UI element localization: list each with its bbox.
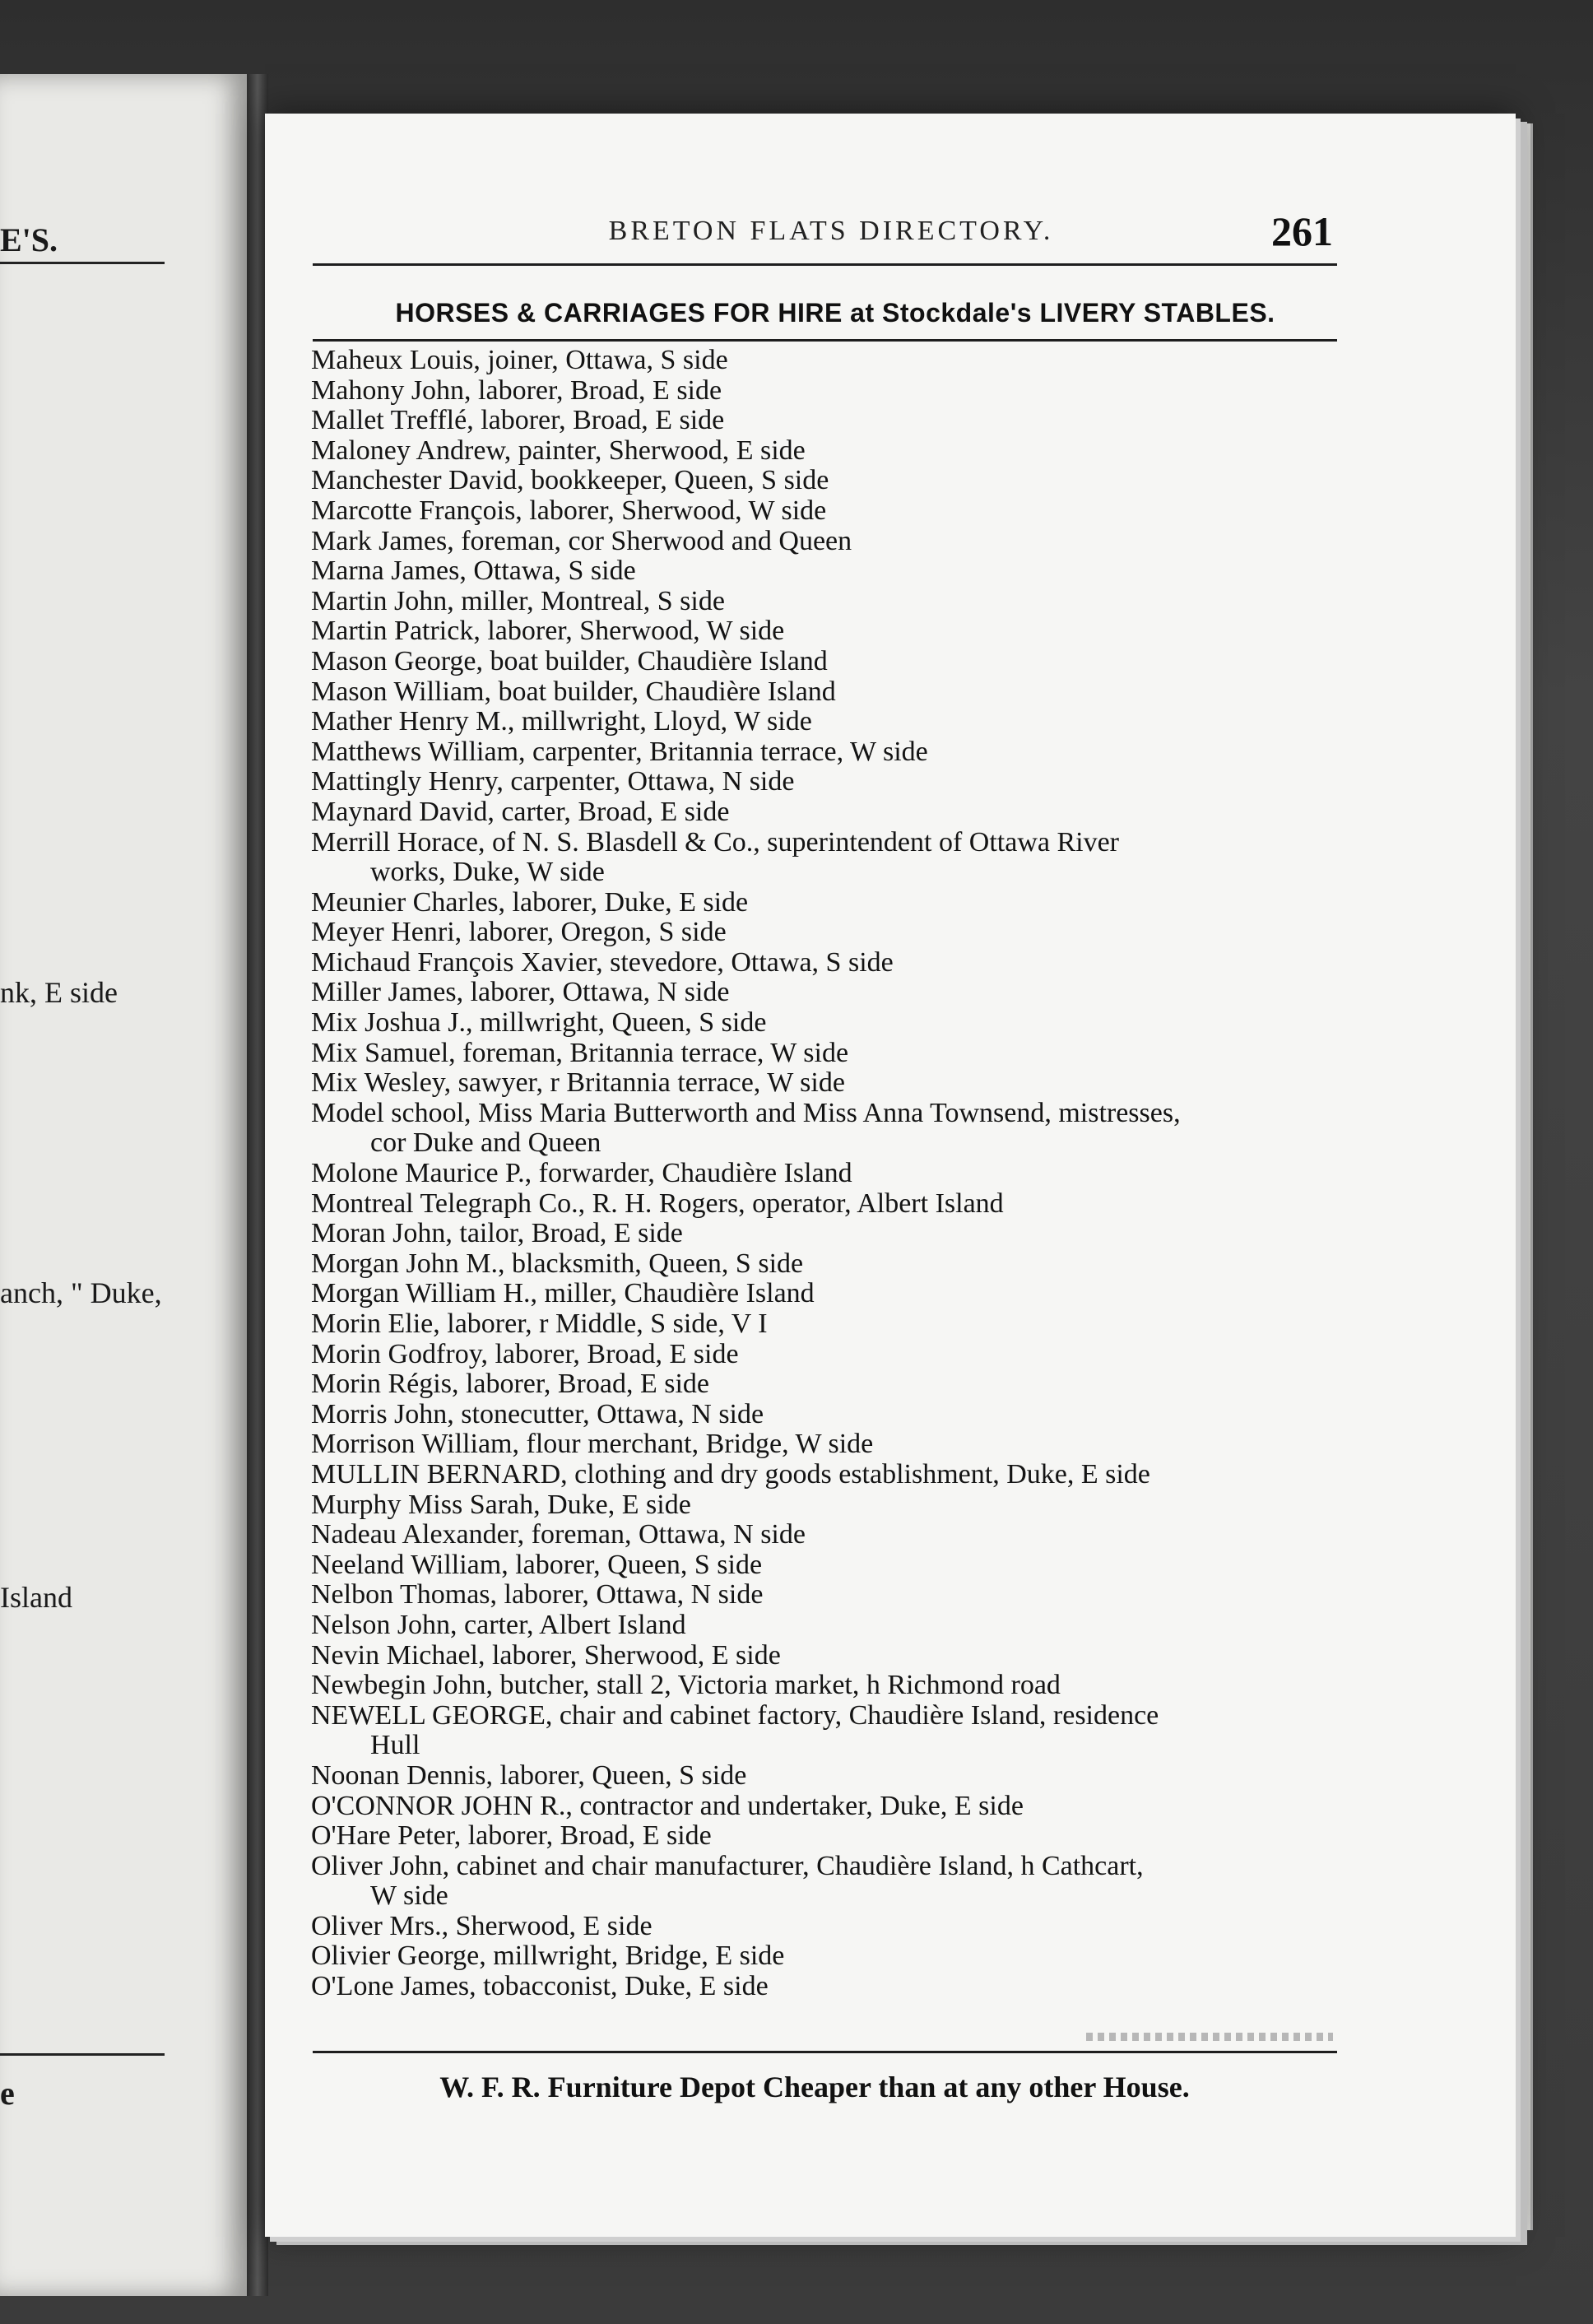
entry-text: Michaud François Xavier, stevedore, Ottawa, S side [311,946,894,978]
entry-text: Morris John, stonecutter, Ottawa, N side [311,1398,764,1429]
directory-entry [311,1792,1348,1822]
entry-text: Moran John, tailor, Broad, E side [311,1218,683,1249]
directory-entry [311,1852,1348,1912]
entry-text: Mason George, boat builder, Chaudière Island [311,645,828,676]
directory-entry [311,707,1348,737]
advertisement-banner: HORSES & CARRIAGES FOR HIRE at Stockdale's LIVERY STABLES. [395,298,1275,328]
entry-text: Olivier George, millwright, Bridge, E side [311,1941,785,1972]
left-page-rule [0,2053,165,2056]
entry-text: Morgan John M., blacksmith, Queen, S side [311,1248,804,1279]
entry-text: Mattingly Henry, carpenter, Ottawa, N side [311,766,795,797]
entry-text: Montreal Telegraph Co., R. H. Rogers, operator, Albert Island [311,1188,1004,1219]
entry-text: Noonan Dennis, laborer, Queen, S side [311,1759,747,1791]
directory-entry [311,1821,1348,1852]
directory-entry [311,1611,1348,1641]
entry-text: Morin Régis, laborer, Broad, E side [311,1369,709,1400]
directory-entry [311,1912,1348,1942]
directory-entry [311,616,1348,647]
entry-text: Mark James, foreman, cor Sherwood and Queen [311,525,852,556]
entry-continuation: W side [370,1880,448,1912]
directory-entry [311,587,1348,617]
directory-entry [311,828,1348,888]
entry-text: Matthews William, carpenter, Britannia terrace, W side [311,736,928,767]
entry-text: Maheux Louis, joiner, Ottawa, S side [311,345,728,375]
directory-entry [311,1008,1348,1039]
entry-text: Mahony John, laborer, Broad, E side [311,374,722,406]
directory-entry [311,1068,1348,1099]
directory-entry [311,767,1348,797]
directory-entry [311,556,1348,587]
entry-text: Merrill Horace, of N. S. Blasdell & Co., superintendent of Ottawa River [311,826,1119,858]
directory-entry [311,677,1348,708]
entry-continuation: Hull [370,1730,420,1761]
entry-text: O'Hare Peter, laborer, Broad, E side [311,1820,712,1852]
entry-text: Mason William, boat builder, Chaudière Island [311,676,836,707]
entry-text: Oliver John, cabinet and chair manufacturer, Chaudière Island, h Cathcart, [311,1850,1144,1881]
entry-text: Nelbon Thomas, laborer, Ottawa, N side [311,1579,764,1611]
directory-entry [311,1520,1348,1550]
entry-text: Nelson John, carter, Albert Island [311,1609,686,1640]
directory-entry [311,436,1348,467]
entry-text: Miller James, laborer, Ottawa, N side [311,977,730,1008]
directory-entry [311,1249,1348,1280]
directory-entry [311,1219,1348,1249]
left-page-footer-fragment: e [0,2075,15,2112]
footer-advertisement: W. F. R. Furniture Depot Cheaper than at any other House. [439,2071,1190,2103]
entry-text: NEWELL GEORGE, chair and cabinet factory, Chaudière Island, residence [311,1699,1159,1731]
entry-text: Meunier Charles, laborer, Duke, E side [311,886,749,918]
entry-text: Morrison William, flour merchant, Bridge, W side [311,1429,874,1460]
directory-entry [311,888,1348,918]
directory-entry [311,1429,1348,1460]
directory-entry [311,406,1348,436]
left-page-fragment: Island [0,1581,72,1614]
entry-text: Maynard David, carter, Broad, E side [311,796,730,827]
entry-continuation: cor Duke and Queen [370,1127,601,1159]
directory-entry [311,1580,1348,1611]
directory-entry [311,1701,1348,1761]
directory-entry [311,647,1348,677]
entry-continuation: works, Duke, W side [370,857,605,888]
directory-entries [311,346,1348,2002]
directory-entry [311,1099,1348,1159]
entry-text: Nevin Michael, laborer, Sherwood, E side [311,1639,781,1671]
entry-text: Manchester David, bookkeeper, Queen, S side [311,465,829,496]
directory-entry [311,978,1348,1008]
directory-entry [311,1490,1348,1521]
entry-text: Newbegin John, butcher, stall 2, Victoria market, h Richmond road [311,1670,1061,1701]
entry-text: Morgan William H., miller, Chaudière Island [311,1278,815,1309]
banner-rule [313,339,1337,342]
directory-entry [311,1941,1348,1972]
page-number: 261 [1271,208,1333,254]
directory-entry [311,1761,1348,1792]
directory-entry [311,1972,1348,2002]
directory-entry [311,1340,1348,1370]
directory-entry [311,1039,1348,1069]
entry-text: Neeland William, laborer, Queen, S side [311,1549,763,1580]
faded-print-line [1086,2033,1333,2041]
directory-entry [311,1159,1348,1189]
entry-text: Meyer Henri, laborer, Oregon, S side [311,917,727,948]
directory-entry [311,466,1348,496]
entry-text: Maloney Andrew, painter, Sherwood, E side [311,435,806,466]
entry-text: Mallet Trefflé, laborer, Broad, E side [311,405,725,436]
entry-text: Morin Elie, laborer, r Middle, S side, V I [311,1308,768,1339]
entry-text: Mather Henry M., millwright, Lloyd, W side [311,706,812,737]
entry-text: O'Lone James, tobacconist, Duke, E side [311,1971,769,2002]
left-page-rule [0,262,165,264]
directory-entry [311,1369,1348,1400]
entry-text: Model school, Miss Maria Butterworth and Miss Anna Townsend, mistresses, [311,1097,1181,1128]
directory-entry [311,1550,1348,1581]
entry-text: Marcotte François, laborer, Sherwood, W side [311,495,827,526]
entry-text: MULLIN BERNARD, clothing and dry goods establishment, Duke, E side [311,1458,1150,1490]
left-page-fragment: nk, E side [0,976,118,1009]
directory-entry [311,1671,1348,1701]
directory-entry [311,346,1348,376]
directory-entry [311,1460,1348,1490]
directory-entry [311,496,1348,527]
directory-entry [311,797,1348,828]
entry-text: Martin John, miller, Montreal, S side [311,585,725,616]
running-head: BRETON FLATS DIRECTORY. [608,216,1054,246]
left-page-fragment: anch, " Duke, [0,1276,162,1309]
directory-entry [311,1279,1348,1309]
left-facing-page [0,74,247,2296]
directory-entry [311,1309,1348,1340]
directory-entry [311,527,1348,557]
entry-text: Murphy Miss Sarah, Duke, E side [311,1489,691,1520]
footer-rule [313,2051,1337,2053]
entry-text: Morin Godfroy, laborer, Broad, E side [311,1338,739,1369]
entry-text: Mix Wesley, sawyer, r Britannia terrace, W side [311,1067,845,1099]
directory-entry [311,948,1348,978]
header-rule [313,263,1337,266]
directory-entry [311,1189,1348,1220]
left-page-header-fragment: E'S. [0,221,58,258]
directory-entry [311,918,1348,948]
entry-text: Mix Samuel, foreman, Britannia terrace, W side [311,1037,849,1068]
directory-entry [311,376,1348,407]
directory-entry [311,1400,1348,1430]
entry-text: Martin Patrick, laborer, Sherwood, W side [311,616,785,647]
directory-entry [311,1641,1348,1671]
entry-text: Mix Joshua J., millwright, Queen, S side [311,1007,767,1039]
entry-text: Marna James, Ottawa, S side [311,555,636,587]
entry-text: O'CONNOR JOHN R., contractor and undertaker, Duke, E side [311,1790,1024,1821]
entry-text: Oliver Mrs., Sherwood, E side [311,1910,653,1941]
entry-text: Nadeau Alexander, foreman, Ottawa, N side [311,1519,806,1550]
directory-entry [311,737,1348,768]
entry-text: Molone Maurice P., forwarder, Chaudière Island [311,1158,852,1189]
